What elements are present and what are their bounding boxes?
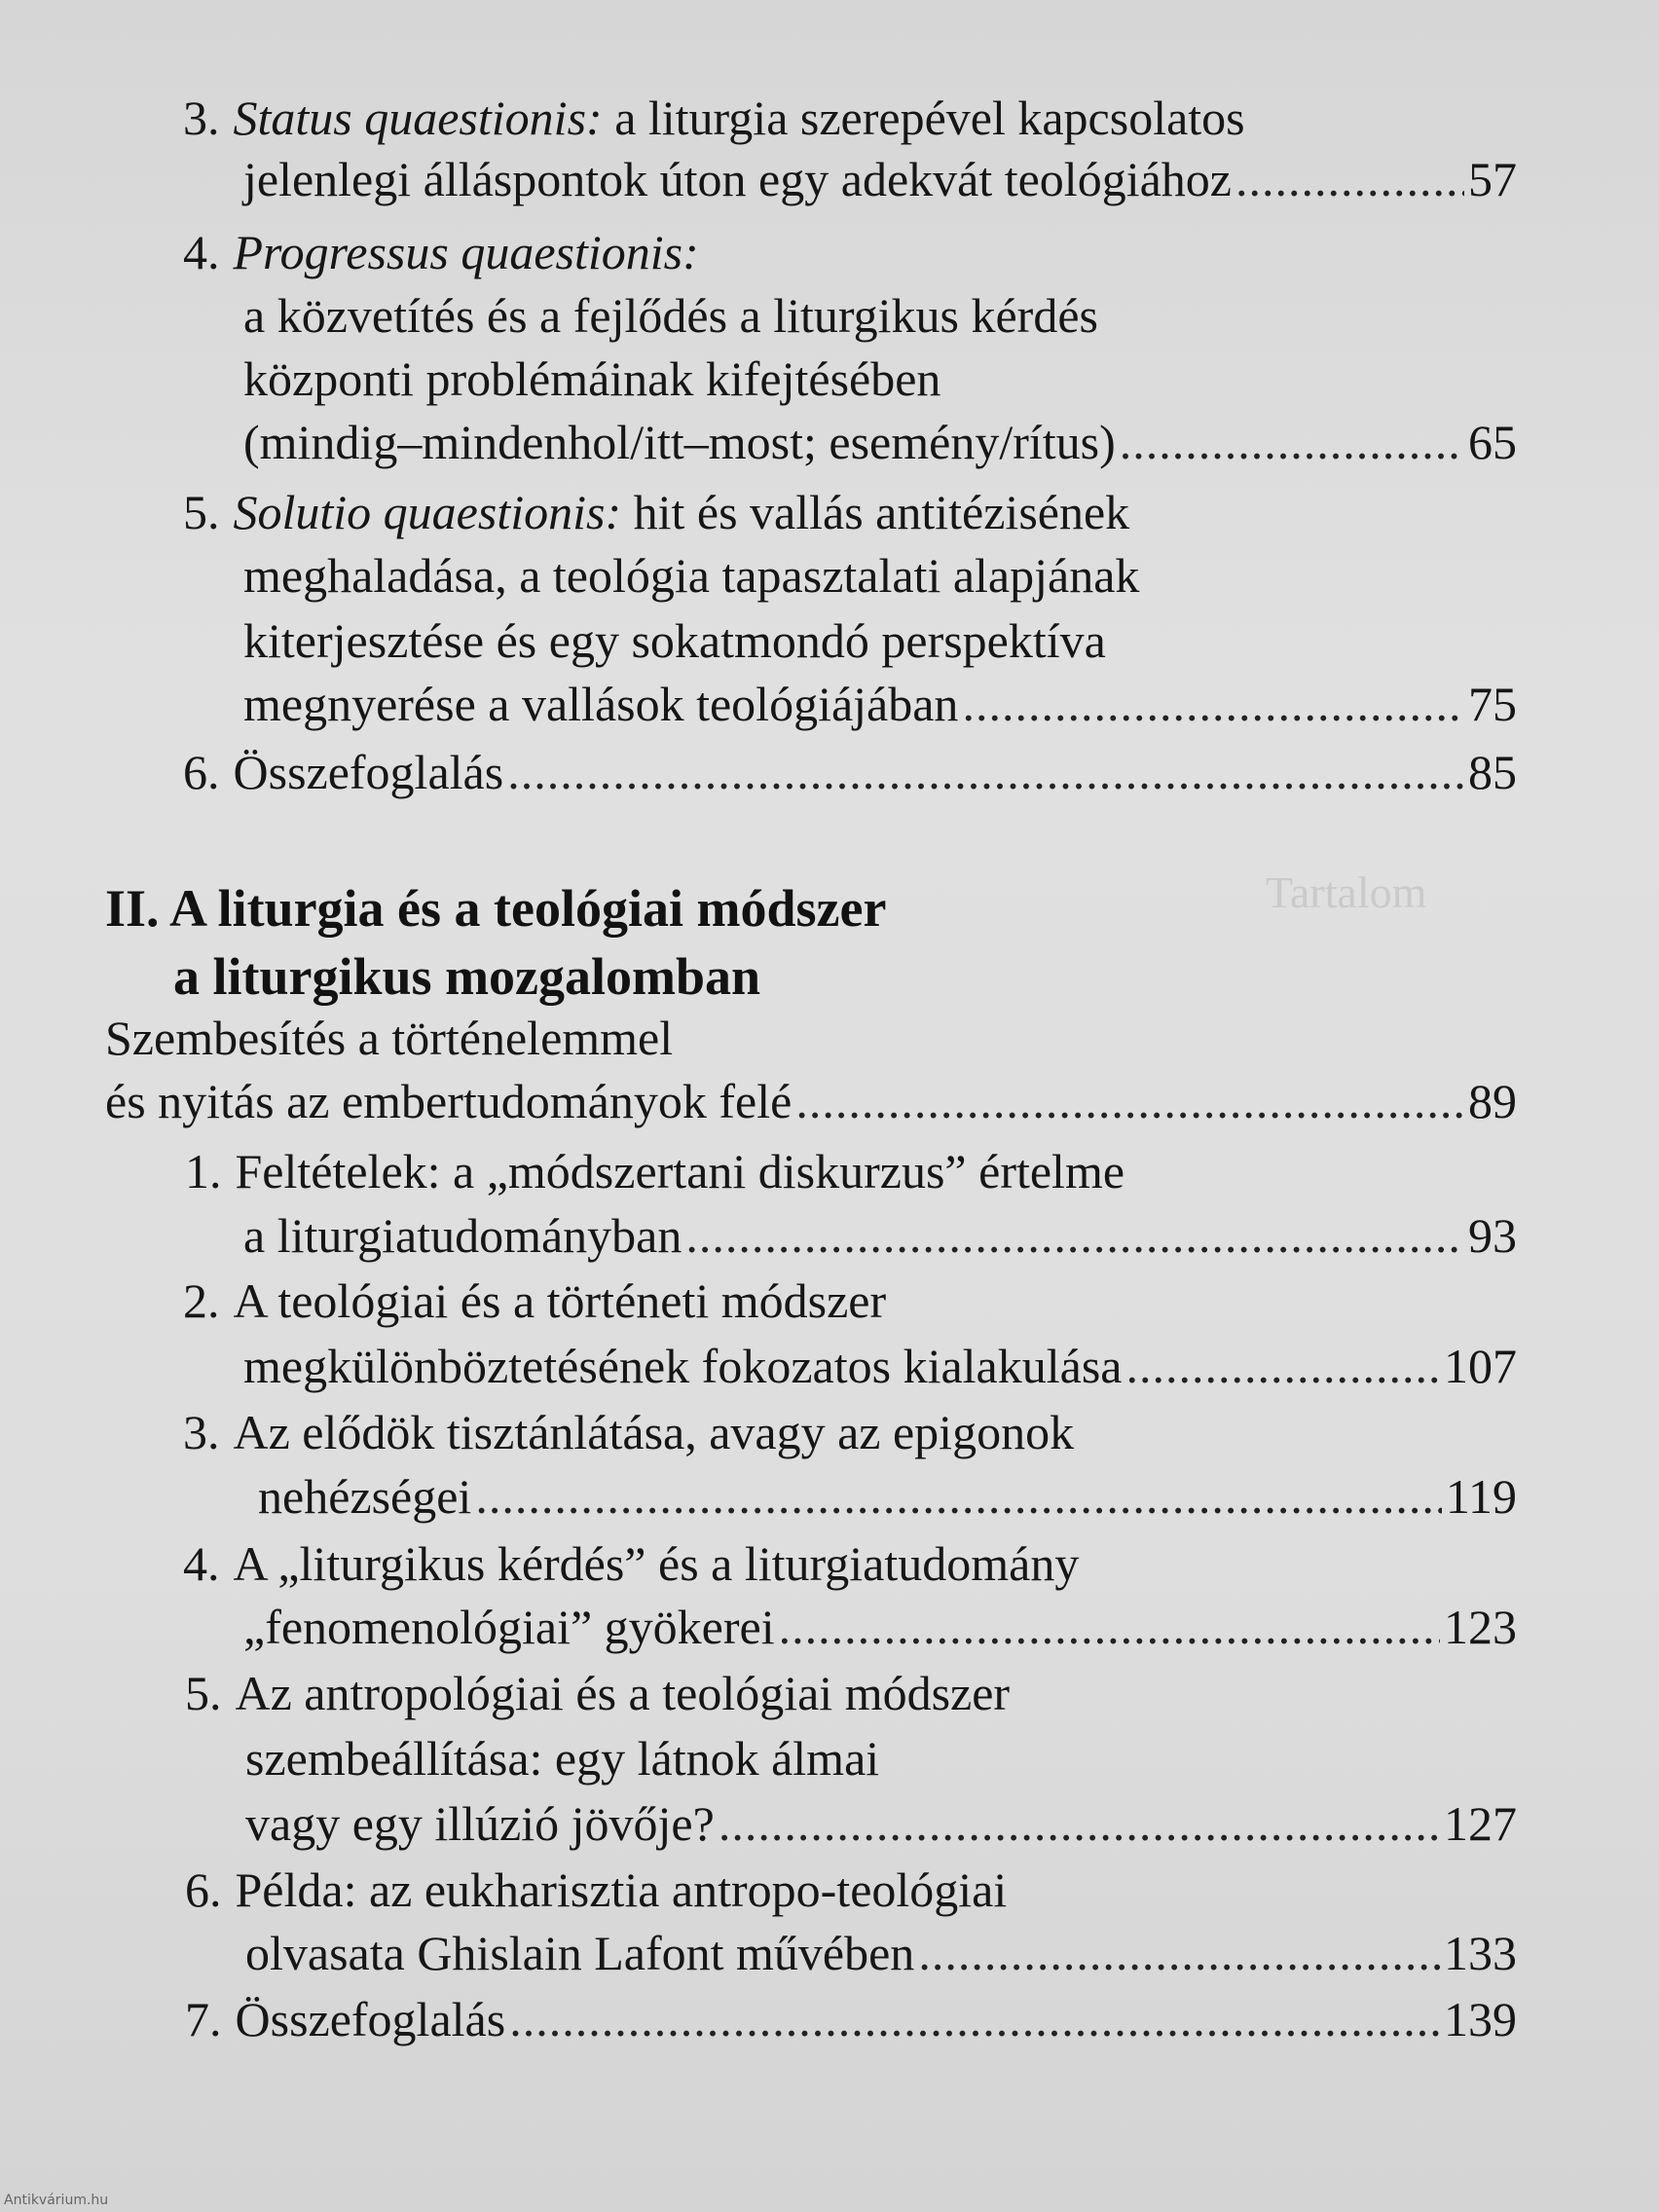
entry-title-continued: „fenomenológiai” gyökerei bbox=[243, 1600, 775, 1654]
leader-dots bbox=[1125, 1336, 1440, 1396]
toc-entry-last-line bbox=[185, 1989, 1517, 2049]
toc-entry-last-line bbox=[243, 1597, 1517, 1657]
entry-number: 5. bbox=[185, 1666, 222, 1720]
toc-entry-last-line bbox=[183, 742, 1517, 802]
toc-entry-last-line bbox=[245, 1793, 1517, 1854]
entry-number: 6. bbox=[183, 745, 220, 799]
page-number: 93 bbox=[1468, 1208, 1517, 1263]
entry-title: Összefoglalás bbox=[233, 745, 504, 799]
entry-latin-title: Progressus quaestionis: bbox=[233, 225, 699, 279]
page-number: 57 bbox=[1468, 152, 1517, 206]
toc-entry-last-line bbox=[243, 1336, 1517, 1396]
chapter-heading-continued: a liturgikus mozgalomban bbox=[173, 947, 761, 1006]
chapter-heading: II. A liturgia és a teológiai módszer bbox=[105, 879, 887, 938]
toc-entry-last-line bbox=[243, 1205, 1517, 1266]
leader-dots bbox=[475, 1466, 1442, 1527]
entry-number: 6. bbox=[185, 1862, 222, 1917]
entry-latin-title: Solutio quaestionis: bbox=[233, 485, 622, 539]
leader-dots bbox=[685, 1205, 1464, 1266]
toc-entry-line bbox=[183, 88, 1245, 148]
entry-latin-title: Status quaestionis: bbox=[233, 91, 603, 145]
toc-entry-last-line bbox=[243, 674, 1517, 734]
entry-title-continued: a liturgiatudományban bbox=[243, 1208, 682, 1263]
leader-dots bbox=[918, 1923, 1440, 1983]
toc-entry-line bbox=[183, 222, 699, 282]
toc-entry-line: központi problémáinak kifejtésében bbox=[243, 351, 941, 406]
entry-title: Példa: az eukharisztia antropo-teológiai bbox=[235, 1862, 1008, 1917]
page-number: 89 bbox=[1468, 1074, 1517, 1128]
entry-title: A „liturgikus kérdés” és a liturgiatudomány bbox=[233, 1536, 1080, 1591]
entry-number: 1. bbox=[185, 1144, 222, 1198]
entry-number: 2. bbox=[183, 1273, 220, 1328]
entry-title: Összefoglalás bbox=[235, 1992, 506, 2046]
entry-number: 4. bbox=[183, 225, 220, 279]
entry-title-continued: nehézségei bbox=[258, 1469, 472, 1524]
page-number: 133 bbox=[1444, 1926, 1517, 1980]
entry-title-continued: (mindig–mindenhol/itt–most; esemény/rítus) bbox=[243, 415, 1116, 469]
toc-entry-line bbox=[185, 1663, 1010, 1723]
toc-entry-last-line bbox=[245, 1923, 1517, 1983]
leader-dots bbox=[795, 1071, 1464, 1131]
leader-dots bbox=[1120, 412, 1464, 472]
entry-number: 7. bbox=[185, 1992, 222, 2046]
page-number: 75 bbox=[1468, 677, 1517, 731]
leader-dots bbox=[509, 1989, 1440, 2049]
page-number: 127 bbox=[1444, 1796, 1517, 1851]
leader-dots bbox=[507, 742, 1464, 802]
entry-title: a liturgia szerepével kapcsolatos bbox=[602, 91, 1245, 145]
entry-title-continued: vagy egy illúzió jövője? bbox=[245, 1796, 715, 1851]
entry-title: Az antropológiai és a teológiai módszer bbox=[235, 1666, 1011, 1720]
toc-entry-line bbox=[183, 482, 1129, 542]
toc-entry-line bbox=[183, 1533, 1079, 1594]
leader-dots bbox=[779, 1597, 1440, 1657]
entry-number: 4. bbox=[183, 1536, 220, 1591]
entry-title-continued: jelenlegi álláspontok úton egy adekvát teológiához bbox=[243, 152, 1232, 206]
entry-title-continued: megnyerése a vallások teológiájában bbox=[243, 677, 959, 731]
chapter-subtitle-continued: és nyitás az embertudományok felé bbox=[105, 1074, 793, 1128]
toc-entry-line bbox=[185, 1141, 1124, 1201]
page-number: 139 bbox=[1444, 1992, 1517, 2046]
entry-title-continued: megkülönböztetésének fokozatos kialakulása bbox=[243, 1339, 1123, 1393]
chapter-subtitle: Szembesítés a történelemmel bbox=[105, 1011, 674, 1065]
toc-entry-line bbox=[185, 1860, 1007, 1920]
toc-entry-last-line bbox=[243, 149, 1517, 209]
page-number: 65 bbox=[1468, 415, 1517, 469]
leader-dots bbox=[1235, 149, 1464, 209]
chapter-subtitle-last-line bbox=[105, 1071, 1517, 1131]
page-number: 123 bbox=[1444, 1600, 1517, 1654]
toc-entry-line: a közvetítés és a fejlődés a liturgikus kérdés bbox=[243, 288, 1098, 343]
entry-title: Az elődök tisztánlátása, avagy az epigonok bbox=[233, 1405, 1075, 1459]
leader-dots bbox=[719, 1793, 1440, 1854]
entry-title: hit és vallás antitézisének bbox=[621, 485, 1130, 539]
page-number: 85 bbox=[1468, 745, 1517, 799]
entry-number: 5. bbox=[183, 485, 220, 539]
bleed-through-text: Tartalom bbox=[1266, 867, 1427, 917]
page-number: 119 bbox=[1445, 1469, 1517, 1524]
toc-entry-line: kiterjesztése és egy sokatmondó perspektíva bbox=[243, 613, 1106, 668]
toc-entry-last-line bbox=[258, 1466, 1517, 1527]
toc-entry-line: szembeállítása: egy látnok álmai bbox=[245, 1731, 880, 1786]
toc-entry-line bbox=[183, 1402, 1074, 1462]
toc-entry-line: meghaladása, a teológia tapasztalati alapjának bbox=[243, 548, 1140, 603]
toc-entry-line bbox=[183, 1271, 886, 1331]
page-number: 107 bbox=[1444, 1339, 1517, 1393]
entry-title: A teológiai és a történeti módszer bbox=[233, 1273, 887, 1328]
leader-dots bbox=[962, 674, 1464, 734]
entry-number: 3. bbox=[183, 91, 220, 145]
entry-title: Feltételek: a „módszertani diskurzus” értelme bbox=[235, 1144, 1125, 1198]
entry-title-continued: olvasata Ghislain Lafont művében bbox=[245, 1926, 915, 1980]
watermark-text: Antikvárium.hu bbox=[4, 2193, 109, 2208]
entry-number: 3. bbox=[183, 1405, 220, 1459]
toc-entry-last-line bbox=[243, 412, 1517, 472]
